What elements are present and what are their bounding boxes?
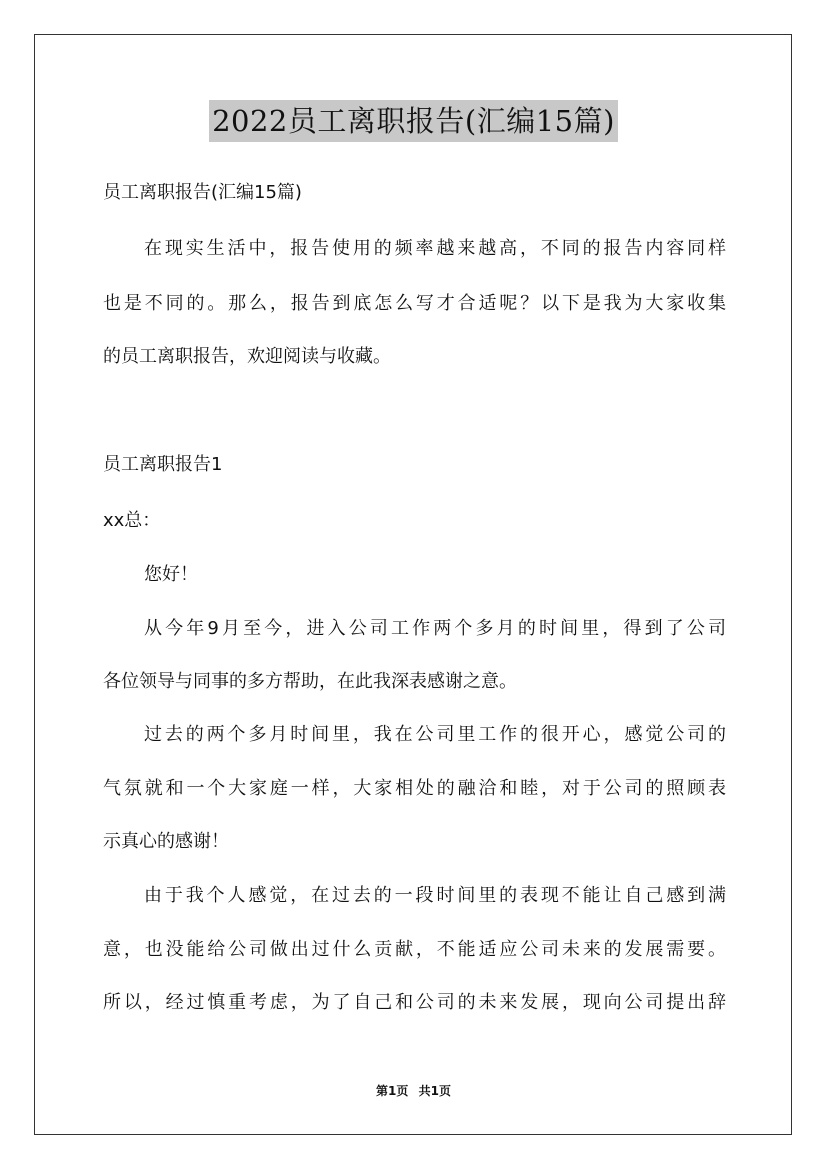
para3-line-1: 由于我个人感觉，在过去的一段时间里的表现不能让自己感到满 (144, 885, 726, 906)
greeting: 您好！ (144, 564, 198, 585)
page-footer (0, 1082, 827, 1099)
para2-line-2: 气氛就和一个大家庭一样，大家相处的融洽和睦，对于公司的照顾表 (103, 778, 726, 799)
intro-line-2: 也是不同的。那么，报告到底怎么写才合适呢？以下是我为大家收集 (103, 293, 726, 314)
section-heading: 员工离职报告1 (103, 454, 223, 475)
document-subtitle: 员工离职报告(汇编15篇) (103, 182, 302, 203)
salutation: xx总： (103, 510, 161, 531)
para3-line-3: 所以，经过慎重考虑，为了自己和公司的未来发展，现向公司提出辞 (103, 992, 726, 1013)
document-title: 2022员工离职报告(汇编15篇) (209, 100, 618, 142)
intro-line-3: 的员工离职报告，欢迎阅读与收藏。 (103, 346, 391, 367)
page-total: 共1页 (418, 1084, 451, 1098)
para2-line-1: 过去的两个多月时间里，我在公司里工作的很开心，感觉公司的 (144, 724, 726, 745)
para2-line-3: 示真心的感谢！ (103, 831, 229, 852)
title-container (0, 100, 827, 142)
para1-line-2: 各位领导与同事的多方帮助，在此我深表感谢之意。 (103, 671, 517, 692)
para1-line-1: 从今年9月至今，进入公司工作两个多月的时间里，得到了公司 (144, 618, 726, 639)
page-number: 第1页 (376, 1084, 409, 1098)
intro-line-1: 在现实生活中，报告使用的频率越来越高，不同的报告内容同样 (144, 238, 726, 259)
para3-line-2: 意，也没能给公司做出过什么贡献，不能适应公司未来的发展需要。 (103, 939, 726, 960)
